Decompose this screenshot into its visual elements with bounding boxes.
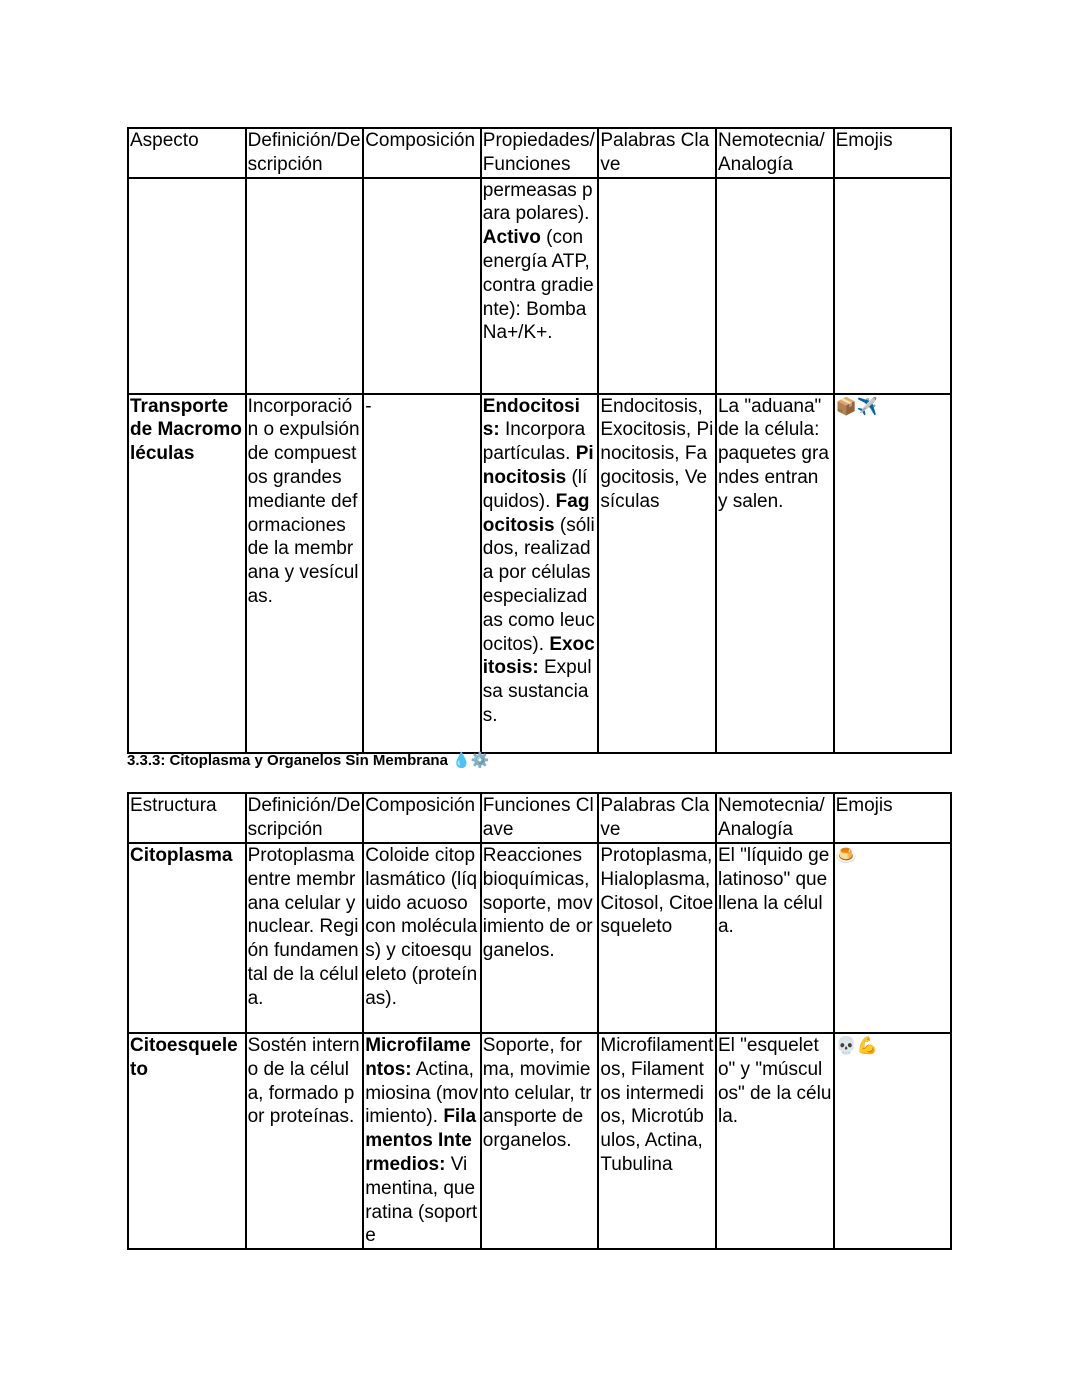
properties-text: (con energía ATP, contra gradiente): Bomba Na+/K+.: [482, 227, 594, 344]
table-row: [128, 1033, 951, 1249]
header-cell: Aspecto: [128, 128, 246, 178]
table-row: [128, 843, 951, 1033]
definition-cell: Sostén interno de la célula, formado por proteínas.: [246, 1033, 364, 1249]
header-cell: Palabras Clave: [598, 128, 716, 178]
composition-cell: [363, 1033, 481, 1249]
properties-term: Exocitosis:: [482, 633, 595, 679]
structure-cell: Citoesqueleto: [128, 1033, 246, 1249]
table-row: [128, 178, 951, 394]
definition-cell: Protoplasma entre membrana celular y nuclear. Región fundamental de la célula.: [246, 843, 364, 1033]
mnemonic-cell: [716, 178, 834, 394]
header-cell: Palabras Clave: [598, 793, 716, 843]
header-cell: Composición: [363, 793, 481, 843]
structure-cell: Citoplasma: [128, 843, 246, 1033]
mnemonic-cell: El "líquido gelatinoso" que llena la célula.: [716, 843, 834, 1033]
header-cell: Nemotecnia/Analogía: [716, 128, 834, 178]
properties-text: permeasas para polares).: [482, 179, 593, 225]
keywords-cell: Microfilamentos, Filamentos intermedios, Microtúbulos, Actina, Tubulina: [598, 1033, 716, 1249]
properties-text: Incorpora partículas.: [482, 419, 586, 465]
composition-term: Filamentos Intermedios:: [365, 1106, 477, 1175]
properties-term: Endocitosis:: [482, 395, 580, 441]
cytoplasm-table: [127, 792, 952, 1250]
properties-cell: [481, 178, 599, 394]
header-cell: Composición: [363, 128, 481, 178]
section-heading: 3.3.3: Citoplasma y Organelos Sin Membrana 💧⚙️: [127, 752, 490, 769]
keywords-cell: Endocitosis, Exocitosis, Pinocitosis, Fagocitosis, Vesículas: [598, 394, 716, 753]
header-cell: Propiedades/Funciones: [481, 128, 599, 178]
keywords-cell: Protoplasma, Hialoplasma, Citosol, Citoesqueleto: [598, 843, 716, 1033]
transport-table: [127, 127, 952, 754]
header-cell: Nemotecnia/Analogía: [716, 793, 834, 843]
properties-term: Pinocitosis: [482, 443, 594, 488]
table-row: [128, 394, 951, 753]
emoji-cell: 🍮: [834, 843, 952, 1033]
header-cell: Definición/Descripción: [246, 793, 364, 843]
composition-text: Actina, miosina (movimiento).: [365, 1058, 479, 1128]
properties-text: (sólidos, realizada por células especializadas como leucocitos).: [482, 514, 595, 655]
composition-cell: -: [363, 394, 481, 753]
properties-cell: [481, 394, 599, 753]
composition-text: Vimentina, queratina (soporte: [365, 1153, 478, 1247]
composition-cell: Coloide citoplasmático (líquido acuoso con moléculas) y citoesqueleto (proteínas).: [363, 843, 481, 1033]
emoji-cell: 📦✈️: [834, 394, 952, 753]
table-header-row: [128, 128, 951, 178]
keywords-cell: [598, 178, 716, 394]
mnemonic-cell: La "aduana" de la célula: paquetes grandes entran y salen.: [716, 394, 834, 753]
header-cell: Definición/Descripción: [246, 128, 364, 178]
composition-cell: [363, 178, 481, 394]
header-cell: Emojis: [834, 128, 952, 178]
aspect-cell: [128, 178, 246, 394]
composition-term: Microfilamentos:: [365, 1035, 471, 1080]
mnemonic-cell: El "esqueleto" y "músculos" de la célula.: [716, 1033, 834, 1249]
table-header-row: [128, 793, 951, 843]
header-cell: Funciones Clave: [481, 793, 599, 843]
properties-text: Expulsa sustancias.: [482, 657, 592, 726]
properties-term: Fagocitosis: [482, 490, 590, 536]
aspect-cell: Transporte de Macromoléculas: [128, 394, 246, 753]
emoji-cell: 💀💪: [834, 1033, 952, 1249]
header-cell: Estructura: [128, 793, 246, 843]
properties-text: (líquidos).: [482, 466, 588, 512]
properties-term: Activo: [482, 227, 541, 249]
header-cell: Emojis: [834, 793, 952, 843]
functions-cell: Soporte, forma, movimiento celular, transporte de organelos.: [481, 1033, 599, 1249]
emoji-cell: [834, 178, 952, 394]
definition-cell: Incorporación o expulsión de compuestos grandes mediante deformaciones de la membrana y vesículas.: [246, 394, 364, 753]
functions-cell: Reacciones bioquímicas, soporte, movimiento de organelos.: [481, 843, 599, 1033]
definition-cell: [246, 178, 364, 394]
